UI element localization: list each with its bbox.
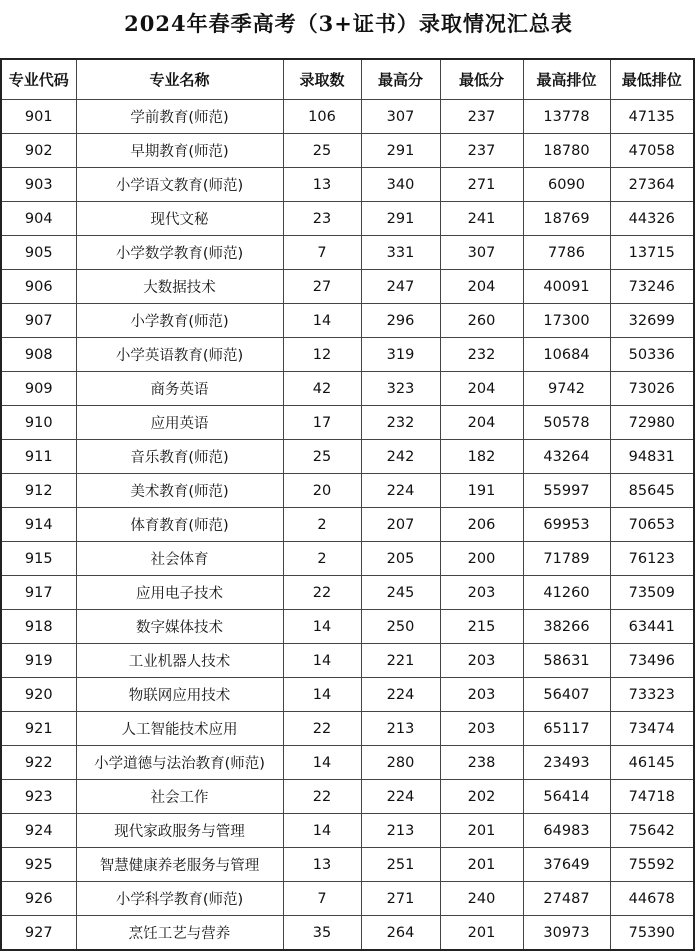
cell-admitted-count: 12 bbox=[283, 338, 361, 372]
cell-min-score: 206 bbox=[440, 508, 523, 542]
cell-max-rank: 55997 bbox=[523, 474, 610, 508]
cell-admitted-count: 23 bbox=[283, 202, 361, 236]
cell-admitted-count: 2 bbox=[283, 508, 361, 542]
cell-max-rank: 18780 bbox=[523, 134, 610, 168]
cell-max-score: 296 bbox=[361, 304, 440, 338]
cell-min-rank: 73323 bbox=[610, 678, 694, 712]
cell-admitted-count: 14 bbox=[283, 610, 361, 644]
cell-major-name: 现代文秘 bbox=[76, 202, 283, 236]
cell-min-rank: 75642 bbox=[610, 814, 694, 848]
cell-min-score: 202 bbox=[440, 780, 523, 814]
cell-code: 920 bbox=[1, 678, 76, 712]
cell-max-score: 224 bbox=[361, 678, 440, 712]
table-row bbox=[1, 202, 694, 236]
cell-admitted-count: 27 bbox=[283, 270, 361, 304]
cell-max-score: 271 bbox=[361, 882, 440, 916]
cell-max-rank: 64983 bbox=[523, 814, 610, 848]
cell-code: 910 bbox=[1, 406, 76, 440]
cell-max-score: 213 bbox=[361, 814, 440, 848]
cell-min-score: 191 bbox=[440, 474, 523, 508]
cell-min-rank: 47135 bbox=[610, 100, 694, 134]
cell-code: 905 bbox=[1, 236, 76, 270]
cell-max-score: 232 bbox=[361, 406, 440, 440]
cell-min-rank: 76123 bbox=[610, 542, 694, 576]
cell-admitted-count: 14 bbox=[283, 746, 361, 780]
cell-min-score: 238 bbox=[440, 746, 523, 780]
cell-min-score: 203 bbox=[440, 712, 523, 746]
page-title: 2024年春季高考（3+证书）录取情况汇总表 bbox=[124, 11, 573, 36]
cell-max-rank: 56414 bbox=[523, 780, 610, 814]
cell-min-score: 182 bbox=[440, 440, 523, 474]
cell-max-rank: 38266 bbox=[523, 610, 610, 644]
cell-major-name: 小学语文教育(师范) bbox=[76, 168, 283, 202]
cell-max-rank: 50578 bbox=[523, 406, 610, 440]
cell-min-score: 260 bbox=[440, 304, 523, 338]
cell-min-rank: 73509 bbox=[610, 576, 694, 610]
cell-min-rank: 44326 bbox=[610, 202, 694, 236]
table-row bbox=[1, 848, 694, 882]
cell-max-score: 331 bbox=[361, 236, 440, 270]
cell-min-score: 204 bbox=[440, 270, 523, 304]
cell-code: 912 bbox=[1, 474, 76, 508]
cell-max-rank: 9742 bbox=[523, 372, 610, 406]
table-row bbox=[1, 712, 694, 746]
cell-major-name: 大数据技术 bbox=[76, 270, 283, 304]
cell-max-rank: 18769 bbox=[523, 202, 610, 236]
cell-max-score: 280 bbox=[361, 746, 440, 780]
cell-max-score: 207 bbox=[361, 508, 440, 542]
cell-major-name: 体育教育(师范) bbox=[76, 508, 283, 542]
cell-max-score: 205 bbox=[361, 542, 440, 576]
cell-major-name: 商务英语 bbox=[76, 372, 283, 406]
cell-code: 901 bbox=[1, 100, 76, 134]
cell-min-score: 240 bbox=[440, 882, 523, 916]
cell-major-name: 社会工作 bbox=[76, 780, 283, 814]
cell-max-rank: 43264 bbox=[523, 440, 610, 474]
cell-min-rank: 94831 bbox=[610, 440, 694, 474]
cell-admitted-count: 22 bbox=[283, 780, 361, 814]
cell-max-score: 213 bbox=[361, 712, 440, 746]
cell-min-score: 237 bbox=[440, 134, 523, 168]
cell-admitted-count: 106 bbox=[283, 100, 361, 134]
cell-code: 925 bbox=[1, 848, 76, 882]
cell-code: 927 bbox=[1, 916, 76, 951]
cell-min-score: 307 bbox=[440, 236, 523, 270]
table-row bbox=[1, 440, 694, 474]
cell-max-rank: 6090 bbox=[523, 168, 610, 202]
cell-min-score: 203 bbox=[440, 576, 523, 610]
table-row bbox=[1, 270, 694, 304]
table-row bbox=[1, 406, 694, 440]
cell-code: 904 bbox=[1, 202, 76, 236]
cell-min-rank: 74718 bbox=[610, 780, 694, 814]
cell-major-name: 工业机器人技术 bbox=[76, 644, 283, 678]
table-row bbox=[1, 882, 694, 916]
cell-admitted-count: 14 bbox=[283, 644, 361, 678]
table-row bbox=[1, 168, 694, 202]
cell-min-score: 241 bbox=[440, 202, 523, 236]
cell-major-name: 数字媒体技术 bbox=[76, 610, 283, 644]
table-row bbox=[1, 746, 694, 780]
cell-max-score: 340 bbox=[361, 168, 440, 202]
cell-min-rank: 73026 bbox=[610, 372, 694, 406]
cell-major-name: 烹饪工艺与营养 bbox=[76, 916, 283, 951]
cell-max-score: 291 bbox=[361, 202, 440, 236]
cell-min-rank: 72980 bbox=[610, 406, 694, 440]
cell-admitted-count: 14 bbox=[283, 678, 361, 712]
cell-max-rank: 41260 bbox=[523, 576, 610, 610]
cell-max-rank: 71789 bbox=[523, 542, 610, 576]
cell-max-score: 245 bbox=[361, 576, 440, 610]
cell-min-rank: 50336 bbox=[610, 338, 694, 372]
cell-code: 914 bbox=[1, 508, 76, 542]
cell-admitted-count: 20 bbox=[283, 474, 361, 508]
cell-max-rank: 56407 bbox=[523, 678, 610, 712]
table-row bbox=[1, 916, 694, 951]
cell-major-name: 人工智能技术应用 bbox=[76, 712, 283, 746]
header-major-name: 专业名称 bbox=[76, 59, 283, 100]
cell-min-rank: 44678 bbox=[610, 882, 694, 916]
cell-major-name: 小学教育(师范) bbox=[76, 304, 283, 338]
table-row bbox=[1, 678, 694, 712]
cell-min-score: 237 bbox=[440, 100, 523, 134]
cell-min-rank: 46145 bbox=[610, 746, 694, 780]
table-row bbox=[1, 100, 694, 134]
cell-admitted-count: 13 bbox=[283, 168, 361, 202]
cell-min-score: 201 bbox=[440, 814, 523, 848]
cell-min-rank: 73246 bbox=[610, 270, 694, 304]
cell-max-score: 291 bbox=[361, 134, 440, 168]
cell-admitted-count: 35 bbox=[283, 916, 361, 951]
table-row bbox=[1, 236, 694, 270]
cell-min-rank: 70653 bbox=[610, 508, 694, 542]
table-row bbox=[1, 780, 694, 814]
cell-major-name: 学前教育(师范) bbox=[76, 100, 283, 134]
cell-max-rank: 37649 bbox=[523, 848, 610, 882]
cell-code: 911 bbox=[1, 440, 76, 474]
table-row bbox=[1, 474, 694, 508]
table-row bbox=[1, 338, 694, 372]
cell-max-rank: 30973 bbox=[523, 916, 610, 951]
cell-min-rank: 32699 bbox=[610, 304, 694, 338]
cell-min-score: 271 bbox=[440, 168, 523, 202]
cell-major-name: 美术教育(师范) bbox=[76, 474, 283, 508]
cell-admitted-count: 7 bbox=[283, 236, 361, 270]
cell-min-rank: 13715 bbox=[610, 236, 694, 270]
table-row bbox=[1, 134, 694, 168]
cell-major-name: 小学道德与法治教育(师范) bbox=[76, 746, 283, 780]
header-row bbox=[1, 59, 694, 100]
header-admitted-count: 录取数 bbox=[283, 59, 361, 100]
cell-code: 906 bbox=[1, 270, 76, 304]
table-row bbox=[1, 814, 694, 848]
cell-code: 907 bbox=[1, 304, 76, 338]
cell-admitted-count: 25 bbox=[283, 134, 361, 168]
cell-min-score: 204 bbox=[440, 406, 523, 440]
cell-admitted-count: 7 bbox=[283, 882, 361, 916]
cell-min-rank: 63441 bbox=[610, 610, 694, 644]
cell-major-name: 小学英语教育(师范) bbox=[76, 338, 283, 372]
cell-max-rank: 40091 bbox=[523, 270, 610, 304]
cell-code: 917 bbox=[1, 576, 76, 610]
cell-admitted-count: 14 bbox=[283, 304, 361, 338]
table-row bbox=[1, 610, 694, 644]
cell-admitted-count: 22 bbox=[283, 712, 361, 746]
table-row bbox=[1, 644, 694, 678]
cell-min-score: 201 bbox=[440, 916, 523, 951]
cell-code: 922 bbox=[1, 746, 76, 780]
cell-code: 915 bbox=[1, 542, 76, 576]
header-min-rank: 最低排位 bbox=[610, 59, 694, 100]
cell-max-score: 323 bbox=[361, 372, 440, 406]
cell-major-name: 现代家政服务与管理 bbox=[76, 814, 283, 848]
cell-major-name: 智慧健康养老服务与管理 bbox=[76, 848, 283, 882]
cell-code: 923 bbox=[1, 780, 76, 814]
header-max-rank: 最高排位 bbox=[523, 59, 610, 100]
table-row bbox=[1, 508, 694, 542]
cell-admitted-count: 25 bbox=[283, 440, 361, 474]
cell-max-score: 264 bbox=[361, 916, 440, 951]
table-row bbox=[1, 304, 694, 338]
cell-admitted-count: 13 bbox=[283, 848, 361, 882]
cell-min-rank: 75390 bbox=[610, 916, 694, 951]
cell-max-score: 224 bbox=[361, 780, 440, 814]
cell-min-score: 215 bbox=[440, 610, 523, 644]
cell-max-rank: 58631 bbox=[523, 644, 610, 678]
header-max-score: 最高分 bbox=[361, 59, 440, 100]
cell-major-name: 物联网应用技术 bbox=[76, 678, 283, 712]
cell-min-rank: 75592 bbox=[610, 848, 694, 882]
cell-max-rank: 13778 bbox=[523, 100, 610, 134]
cell-code: 919 bbox=[1, 644, 76, 678]
cell-max-rank: 27487 bbox=[523, 882, 610, 916]
cell-max-score: 251 bbox=[361, 848, 440, 882]
table-row bbox=[1, 542, 694, 576]
cell-max-score: 319 bbox=[361, 338, 440, 372]
cell-code: 903 bbox=[1, 168, 76, 202]
cell-min-score: 204 bbox=[440, 372, 523, 406]
cell-min-rank: 73496 bbox=[610, 644, 694, 678]
table-row bbox=[1, 372, 694, 406]
admission-table bbox=[0, 58, 695, 951]
table-row bbox=[1, 576, 694, 610]
cell-code: 921 bbox=[1, 712, 76, 746]
cell-major-name: 音乐教育(师范) bbox=[76, 440, 283, 474]
cell-admitted-count: 42 bbox=[283, 372, 361, 406]
cell-code: 902 bbox=[1, 134, 76, 168]
cell-max-rank: 65117 bbox=[523, 712, 610, 746]
cell-code: 924 bbox=[1, 814, 76, 848]
cell-major-name: 社会体育 bbox=[76, 542, 283, 576]
cell-code: 926 bbox=[1, 882, 76, 916]
cell-admitted-count: 22 bbox=[283, 576, 361, 610]
cell-min-rank: 47058 bbox=[610, 134, 694, 168]
cell-min-score: 203 bbox=[440, 678, 523, 712]
cell-max-score: 221 bbox=[361, 644, 440, 678]
cell-min-score: 200 bbox=[440, 542, 523, 576]
cell-min-score: 203 bbox=[440, 644, 523, 678]
cell-code: 918 bbox=[1, 610, 76, 644]
cell-max-score: 242 bbox=[361, 440, 440, 474]
cell-min-rank: 85645 bbox=[610, 474, 694, 508]
cell-major-name: 小学数学教育(师范) bbox=[76, 236, 283, 270]
cell-max-score: 224 bbox=[361, 474, 440, 508]
cell-max-score: 247 bbox=[361, 270, 440, 304]
cell-major-name: 早期教育(师范) bbox=[76, 134, 283, 168]
cell-max-score: 307 bbox=[361, 100, 440, 134]
header-min-score: 最低分 bbox=[440, 59, 523, 100]
cell-admitted-count: 17 bbox=[283, 406, 361, 440]
cell-max-rank: 10684 bbox=[523, 338, 610, 372]
cell-major-name: 小学科学教育(师范) bbox=[76, 882, 283, 916]
cell-max-rank: 7786 bbox=[523, 236, 610, 270]
cell-code: 908 bbox=[1, 338, 76, 372]
cell-max-rank: 69953 bbox=[523, 508, 610, 542]
cell-max-rank: 17300 bbox=[523, 304, 610, 338]
cell-major-name: 应用英语 bbox=[76, 406, 283, 440]
cell-admitted-count: 14 bbox=[283, 814, 361, 848]
cell-code: 909 bbox=[1, 372, 76, 406]
header-code: 专业代码 bbox=[1, 59, 76, 100]
cell-min-rank: 73474 bbox=[610, 712, 694, 746]
cell-major-name: 应用电子技术 bbox=[76, 576, 283, 610]
cell-min-score: 201 bbox=[440, 848, 523, 882]
cell-max-rank: 23493 bbox=[523, 746, 610, 780]
cell-min-score: 232 bbox=[440, 338, 523, 372]
cell-min-rank: 27364 bbox=[610, 168, 694, 202]
cell-admitted-count: 2 bbox=[283, 542, 361, 576]
cell-max-score: 250 bbox=[361, 610, 440, 644]
